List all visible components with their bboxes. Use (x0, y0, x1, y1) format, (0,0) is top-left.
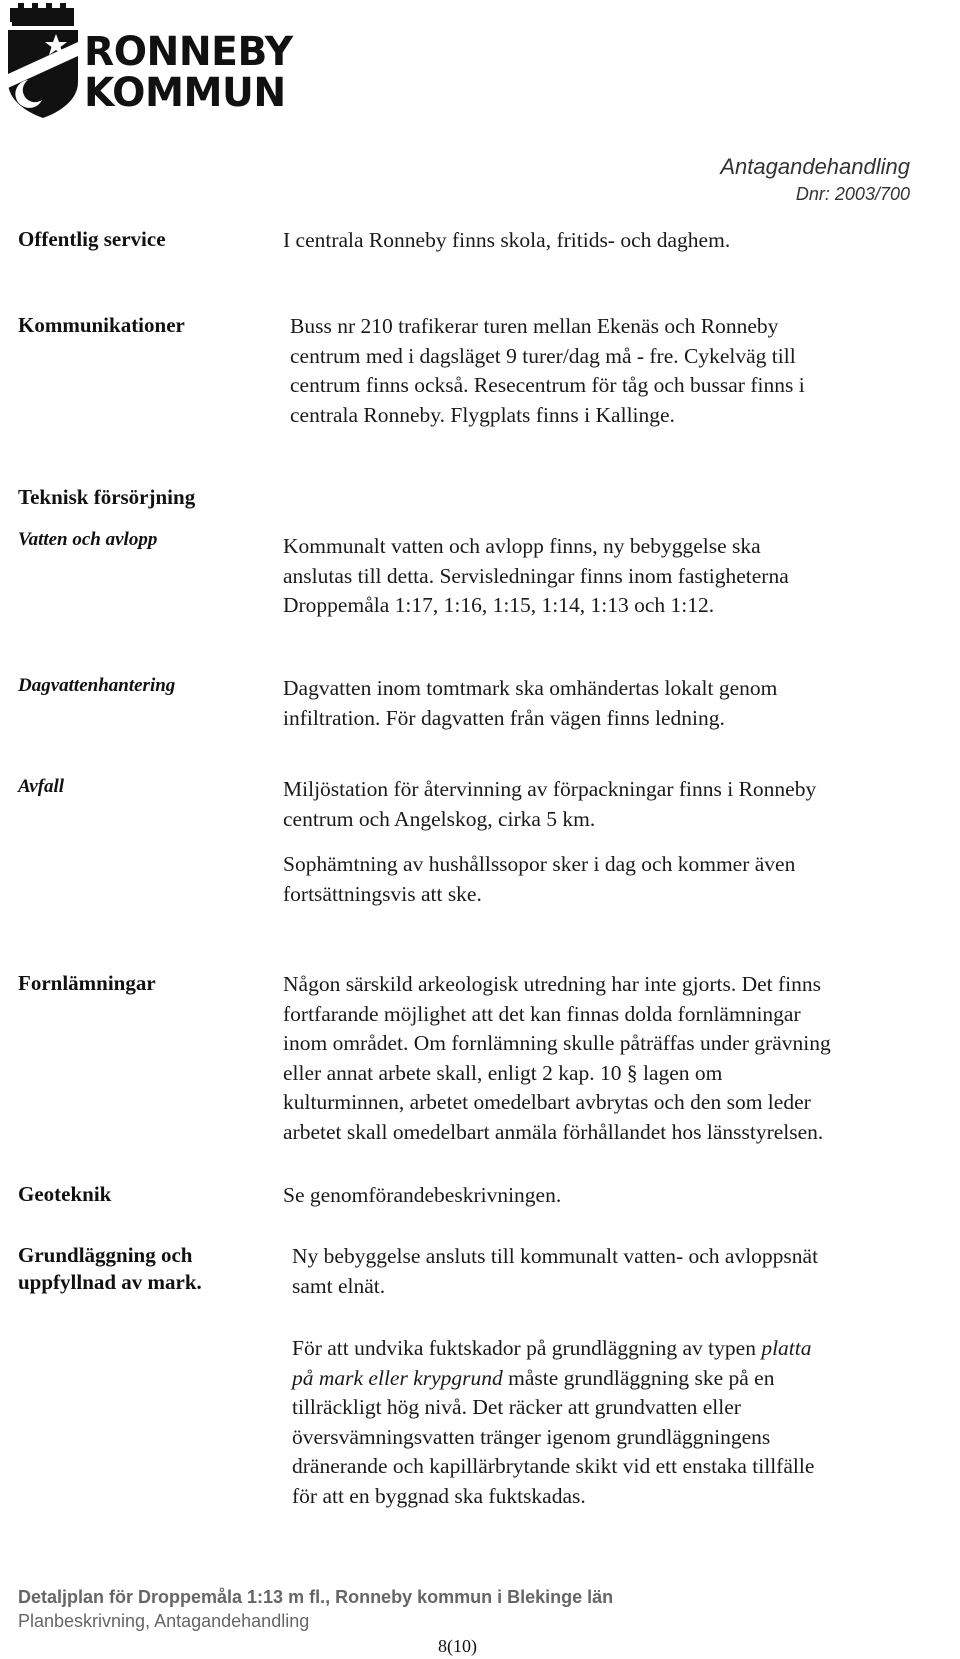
document-dnr: Dnr: 2003/700 (795, 184, 910, 204)
section-label-grundlaggning (18, 1242, 202, 1296)
text-line: inom området. Om fornlämning skulle påträffas under grävning (283, 1031, 831, 1055)
text-line: eller annat arbete skall, enligt 2 kap. 10 § lagen om (283, 1060, 723, 1085)
section-text-kommunikationer (290, 312, 805, 430)
text-line: kulturminnen, arbetet omedelbart avbrytas och den som leder (283, 1090, 811, 1114)
text-line: samt elnät. (292, 1273, 386, 1298)
subsection-text-avfall-1 (283, 775, 816, 834)
text-span: måste grundläggning ske på en (502, 1365, 775, 1390)
section-text-grundlaggning-2 (292, 1334, 814, 1511)
section-text-offentlig-service: I centrala Ronneby finns skola, fritids- och daghem. (283, 228, 731, 252)
text-line: för att en byggnad ska fuktskadas. (292, 1483, 586, 1508)
text-line: centrum och Angelskog, cirka 5 km. (283, 806, 596, 831)
text-line: Droppemåla 1:17, 1:16, 1:15, 1:14, 1:13 och 1:12. (283, 593, 715, 617)
document-status: Antagandehandling (720, 154, 910, 179)
text-line: översvämningsvatten tränger igenom grundläggningens (292, 1424, 771, 1449)
section-label-fornlamningar: Fornlämningar (18, 971, 156, 995)
text-line: fortfarande möjlighet att det kan finnas dolda fornlämningar (283, 1001, 801, 1026)
text-line: Dagvatten inom tomtmark ska omhändertas lokalt genom (283, 676, 778, 700)
section-label-offentlig-service: Offentlig service (18, 227, 166, 251)
text-line: dränerande och kapillärbrytande skikt vid ett enstaka tillfälle (292, 1454, 815, 1478)
subsection-label-dagvattenhantering: Dagvattenhantering (18, 675, 176, 696)
text-line: centrum med i dagsläget 9 turer/dag må - fre. Cykelväg till (290, 343, 796, 368)
text-line: centrala Ronneby. Flygplats finns i Kallinge. (290, 402, 675, 427)
text-emphasis: på mark eller krypgrund (292, 1365, 503, 1390)
text-line: centrum finns också. Resecentrum för tåg och bussar finns i (290, 373, 805, 397)
text-line: tillräckligt hög nivå. Det räcker att grundvatten eller (292, 1395, 741, 1419)
text-line: anslutas till detta. Servisledningar finns inom fastigheterna (283, 563, 789, 588)
subsection-text-vatten-och-avlopp (283, 532, 789, 621)
footer-title: Detaljplan för Droppemåla 1:13 m fl., Ronneby kommun i Blekinge län (18, 1587, 614, 1607)
section-text-geoteknik: Se genomförandebeskrivningen. (283, 1183, 562, 1207)
text-line (292, 1364, 814, 1394)
section-label-teknisk-forsorjning: Teknisk försörjning (18, 485, 196, 509)
subsection-text-dagvattenhantering (283, 674, 777, 733)
text-line: fortsättningsvis att ske. (283, 881, 482, 906)
text-line: Buss nr 210 trafikerar turen mellan Ekenäs och Ronneby (290, 314, 779, 338)
subsection-text-avfall-2 (283, 850, 795, 909)
text-line: Någon särskild arkeologisk utredning har inte gjorts. Det finns (283, 972, 821, 996)
page-number: 8(10) (438, 1636, 477, 1656)
text-span: För att undvika fuktskador på grundläggning av typen (292, 1336, 762, 1360)
text-line: Sophämtning av hushållssopor sker i dag och kommer även (283, 852, 796, 876)
section-label-geoteknik: Geoteknik (18, 1182, 112, 1206)
label-line: uppfyllnad av mark. (18, 1270, 202, 1294)
label-line: Grundläggning och (18, 1243, 193, 1267)
coat-of-arms-icon (4, 2, 82, 120)
section-text-grundlaggning-1 (292, 1242, 818, 1301)
text-line: Miljöstation för återvinning av förpackningar finns i Ronneby (283, 777, 817, 801)
logo-text-ronneby: RONNEBY (84, 29, 293, 75)
subsection-label-vatten-och-avlopp: Vatten och avlopp (18, 529, 158, 550)
section-label-kommunikationer: Kommunikationer (18, 313, 185, 337)
text-emphasis: platta (761, 1336, 812, 1360)
text-line (292, 1334, 814, 1364)
subsection-label-avfall: Avfall (18, 776, 65, 797)
text-line: Kommunalt vatten och avlopp finns, ny bebyggelse ska (283, 534, 761, 558)
section-text-fornlamningar (283, 970, 831, 1147)
text-line: arbetet skall omedelbart anmäla förhållandet hos länsstyrelsen. (283, 1119, 824, 1144)
municipality-logo (4, 2, 304, 120)
logo-text-kommun: KOMMUN (84, 70, 286, 116)
text-line: Ny bebyggelse ansluts till kommunalt vatten- och avloppsnät (292, 1244, 819, 1268)
text-line: infiltration. För dagvatten från vägen finns ledning. (283, 705, 725, 730)
footer-subtitle: Planbeskrivning, Antagandehandling (18, 1611, 310, 1631)
